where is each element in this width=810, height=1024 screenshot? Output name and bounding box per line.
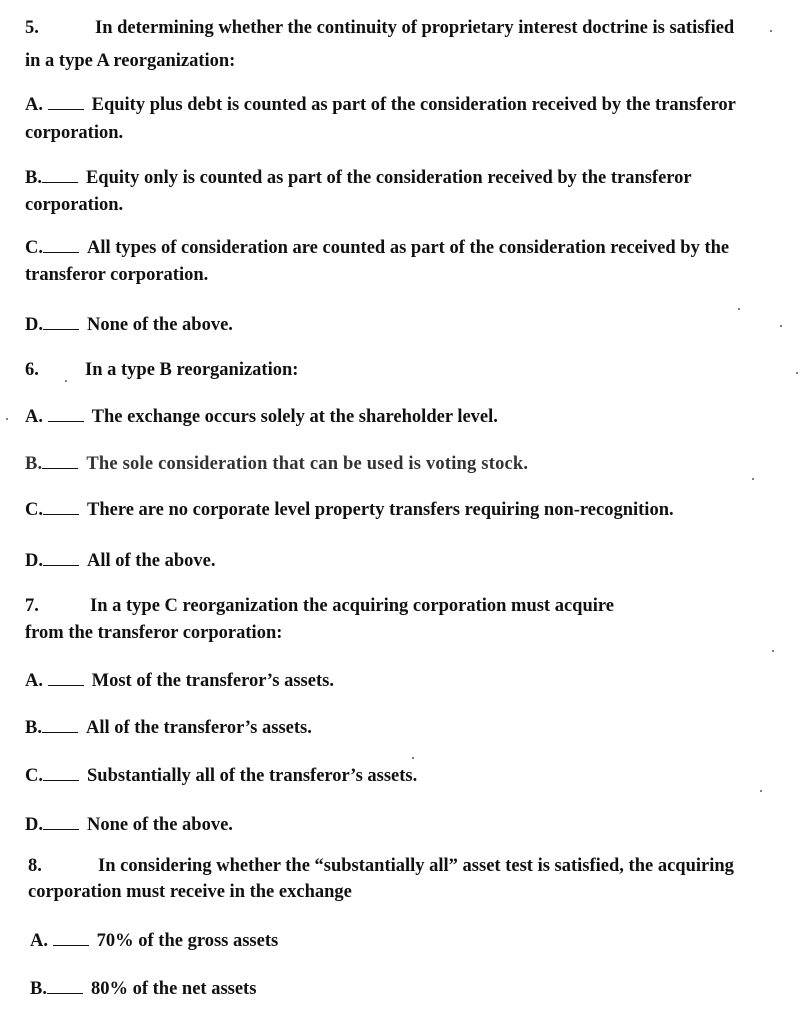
question-7-option-c: C. Substantially all of the transferor’s assets.	[25, 766, 418, 786]
question-5-option-c: C. All types of consideration are counted as part of the consideration received by the	[25, 238, 730, 258]
question-7-stem-continued: from the transferor corporation:	[25, 623, 283, 643]
question-8-option-b: B. 80% of the net assets	[30, 979, 257, 999]
question-7-option-b: B. All of the transferor’s assets.	[25, 718, 312, 738]
question-6-option-c: C. There are no corporate level property transfers requiring non-recognition.	[25, 500, 674, 520]
answer-blank[interactable]	[53, 929, 89, 946]
question-5-option-a: A. Equity plus debt is counted as part of the consideration received by the transferor	[25, 95, 736, 115]
question-6-option-a: A. The exchange occurs solely at the shareholder level.	[25, 407, 498, 427]
question-5-option-a-continued: corporation.	[25, 123, 124, 143]
scan-speck	[772, 650, 774, 652]
question-stem-text: In determining whether the continuity of proprietary interest doctrine is satisfied	[95, 18, 735, 38]
question-number: 8.	[28, 856, 42, 876]
scan-speck	[738, 308, 740, 310]
question-6-option-b: B. The sole consideration that can be used is voting stock.	[25, 454, 529, 474]
answer-blank[interactable]	[43, 236, 79, 253]
question-number: 5.	[25, 18, 39, 38]
question-number: 6.	[25, 360, 39, 380]
answer-blank[interactable]	[48, 669, 84, 686]
question-5-option-b-continued: corporation.	[25, 195, 124, 215]
question-8-stem	[28, 855, 734, 877]
question-7-stem	[25, 595, 614, 617]
scan-speck	[796, 372, 798, 374]
scan-speck	[752, 478, 754, 480]
question-8-option-a: A. 70% of the gross assets	[30, 931, 279, 951]
scan-speck	[760, 790, 762, 792]
answer-blank[interactable]	[43, 498, 79, 515]
question-stem-text: In a type B reorganization:	[85, 360, 299, 380]
question-stem-text: In a type C reorganization the acquiring corporation must acquire	[90, 596, 614, 616]
answer-blank[interactable]	[43, 313, 79, 330]
scan-speck	[780, 325, 782, 327]
answer-blank[interactable]	[43, 764, 79, 781]
question-stem-text: In considering whether the “substantially all” asset test is satisfied, the acquiring	[98, 856, 734, 876]
question-8-stem-continued: corporation must receive in the exchange	[28, 882, 352, 902]
question-7-option-d: D. None of the above.	[25, 815, 233, 835]
scan-speck	[65, 380, 67, 382]
question-5-stem	[25, 17, 734, 39]
answer-blank[interactable]	[42, 716, 78, 733]
question-5-option-d: D. None of the above.	[25, 315, 233, 335]
question-5-stem-continued: in a type A reorganization:	[25, 51, 236, 71]
question-6-stem	[25, 359, 298, 381]
answer-blank[interactable]	[43, 549, 79, 566]
question-5-option-b: B. Equity only is counted as part of the consideration received by the transferor	[25, 168, 692, 188]
answer-blank[interactable]	[43, 813, 79, 830]
answer-blank[interactable]	[42, 452, 78, 469]
scan-speck	[770, 30, 772, 32]
scan-speck	[412, 757, 414, 759]
answer-blank[interactable]	[42, 166, 78, 183]
answer-blank[interactable]	[48, 93, 84, 110]
question-number: 7.	[25, 596, 39, 616]
answer-blank[interactable]	[48, 405, 84, 422]
question-7-option-a: A. Most of the transferor’s assets.	[25, 671, 334, 691]
scan-speck	[6, 418, 8, 420]
question-6-option-d: D. All of the above.	[25, 551, 216, 571]
answer-blank[interactable]	[47, 977, 83, 994]
question-5-option-c-continued: transferor corporation.	[25, 265, 209, 285]
